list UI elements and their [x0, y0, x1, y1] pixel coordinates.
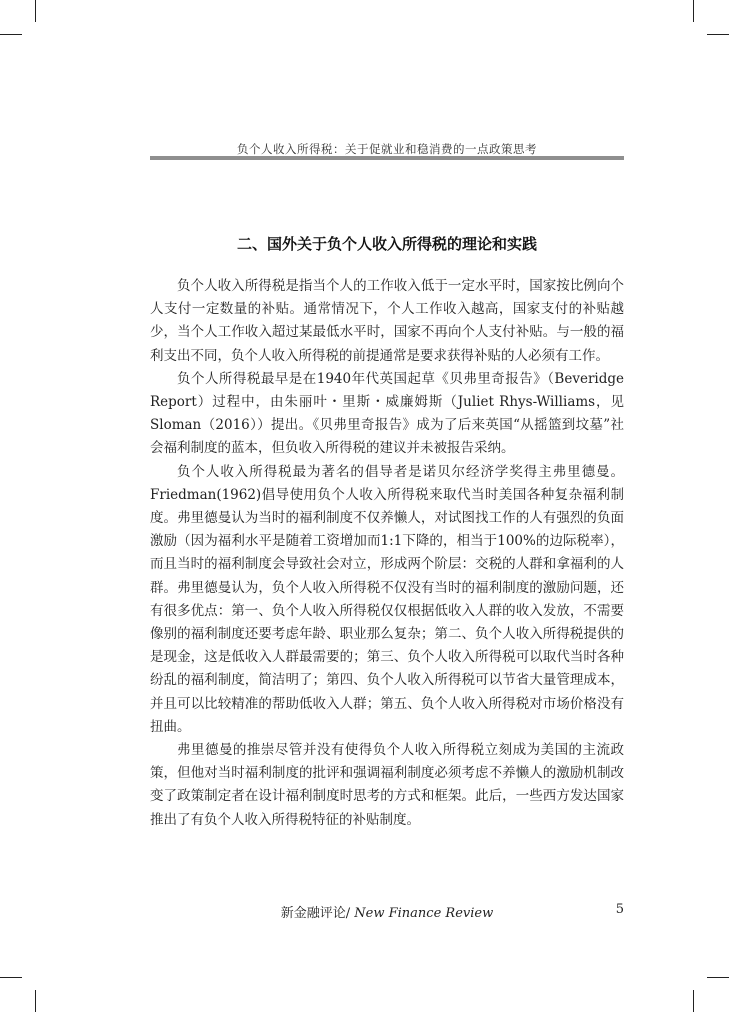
running-head: 负个人收入所得税：关于促就业和稳消费的一点政策思考: [237, 142, 537, 156]
crop-mark-top-right-horizontal: [707, 34, 729, 35]
crop-mark-bottom-left-horizontal: [0, 977, 22, 978]
journal-name-en: New Finance Review: [354, 906, 494, 921]
crop-mark-top-right-vertical: [693, 0, 694, 22]
paragraph-2: 负个人所得税最早是在1940年代英国起草《贝弗里奇报告》（Beveridge Report）过程中，由朱丽叶・里斯・威廉姆斯（Juliet Rhys-Williams，见Sloman（2016））提出。《贝弗里奇报告》成为了后来英国“从摇篮到坟墓”社会福利制度的蓝本，但负收入所得税的建议并未被报告采纳。: [150, 370, 624, 457]
journal-separator: /: [345, 906, 355, 921]
crop-mark-bottom-right-vertical: [693, 990, 694, 1012]
section-title: 二、国外关于负个人收入所得税的理论和实践: [236, 235, 537, 253]
crop-mark-bottom-right-horizontal: [707, 977, 729, 978]
crop-mark-top-left-horizontal: [0, 34, 22, 35]
article-body: [150, 275, 624, 832]
paragraph-4: 弗里德曼的推崇尽管并没有使得负个人收入所得税立刻成为美国的主流政策，但他对当时福利制度的批评和强调福利制度必须考虑不养懒人的激励机制改变了政策制定者在设计福利制度时思考的方式和框架。此后，一些西方发达国家推出了有负个人收入所得税特征的补贴制度。: [150, 742, 624, 828]
crop-mark-top-left-vertical: [35, 0, 36, 22]
crop-mark-bottom-left-vertical: [35, 990, 36, 1012]
page-number: 5: [615, 902, 624, 917]
paragraph-3: 负个人收入所得税最为著名的倡导者是诺贝尔经济学奖得主弗里德曼。Friedman(1962)倡导使用负个人收入所得税来取代当时美国各种复杂福利制度。弗里德曼认为当时的福利制度不仅养懒人，对试图找工作的人有强烈的负面激励（因为福利水平是随着工资增加而1:1下降的，相当于100%的边际税率），而且当时的福利制度会导致社会对立，形成两个阶层：交税的人群和拿福利的人群。弗里德曼认为，负个人收入所得税不仅没有当时的福利制度的激励问题，还有很多优点：第一、负个人收入所得税仅仅根据低收入人群的收入发放，不需要像别的福利制度还要考虑年龄、职业那么复杂；第二、负个人收入所得税提供的是现金，这是低收入人群最需要的；第三、负个人收入所得税可以取代当时各种纷乱的福利制度，简洁明了；第四、负个人收入所得税可以节省大量管理成本，并且可以比较精准的帮助低收入人群；第五、负个人收入所得税对市场价格没有扭曲。: [150, 463, 624, 735]
paragraph-1: 负个人收入所得税是指当个人的工作收入低于一定水平时，国家按比例向个人支付一定数量的补贴。通常情况下，个人工作收入越高，国家支付的补贴越少，当个人工作收入超过某最低水平时，国家不再向个人支付补贴。与一般的福利支出不同，负个人收入所得税的前提通常是要求获得补贴的人必须有工作。: [150, 278, 624, 364]
journal-name: [150, 902, 624, 921]
header-rule: [150, 156, 624, 160]
journal-name-cn: 新金融评论: [280, 906, 346, 921]
